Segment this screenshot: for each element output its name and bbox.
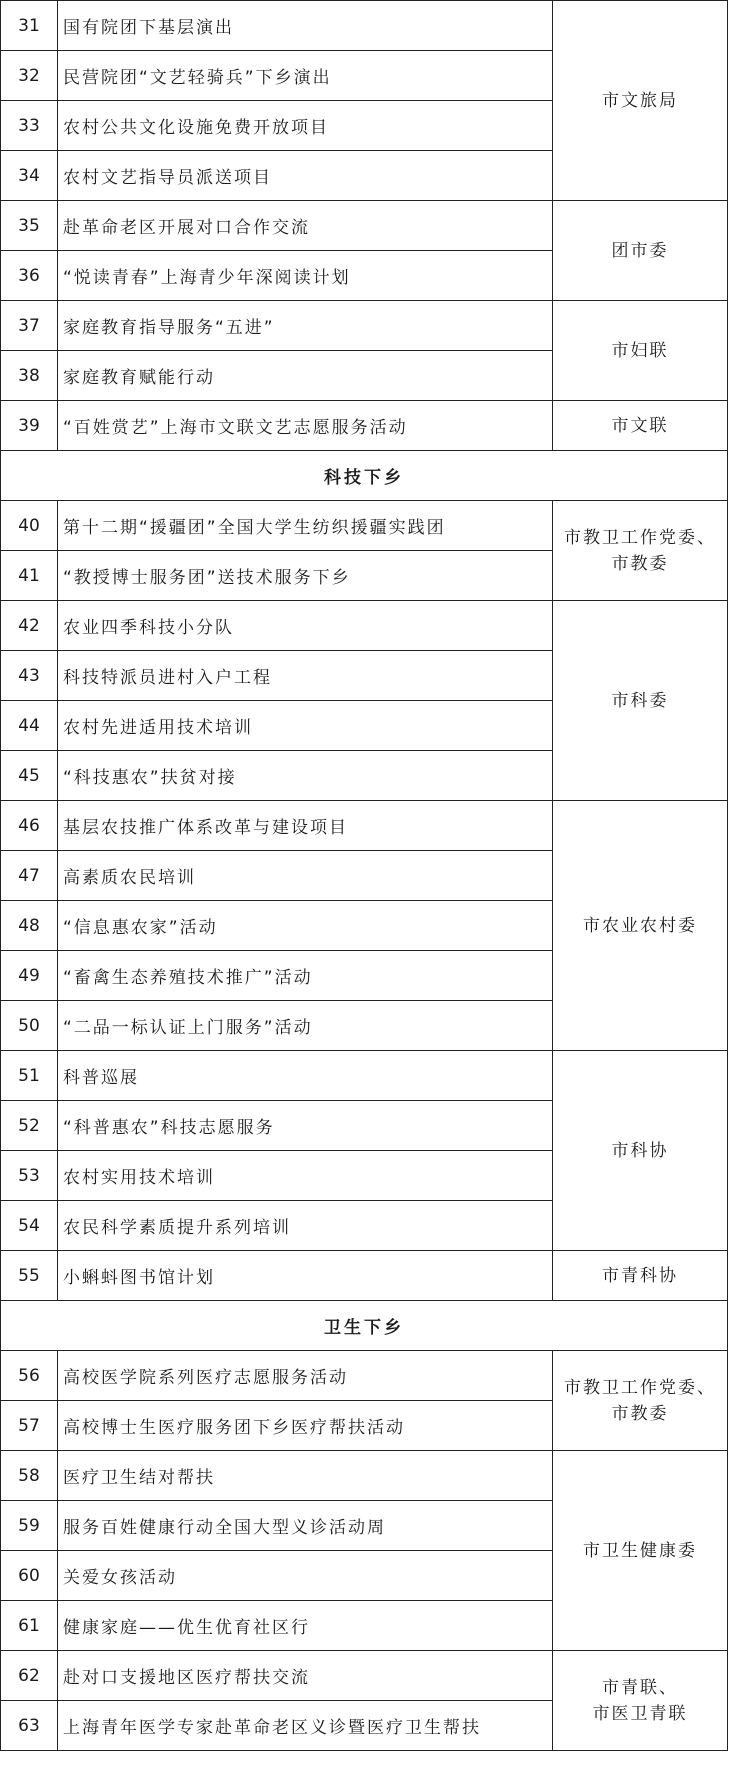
row-item: “百姓赏艺”上海市文联文艺志愿服务活动	[58, 401, 553, 451]
row-number: 32	[1, 51, 58, 101]
department-cell	[553, 1451, 728, 1651]
row-item: “科普惠农”科技志愿服务	[58, 1101, 553, 1151]
section-heading: 科技下乡	[1, 451, 728, 501]
department-cell	[553, 1051, 728, 1251]
row-item: 科技特派员进村入户工程	[58, 651, 553, 701]
row-number: 58	[1, 1451, 58, 1501]
row-item: 高校医学院系列医疗志愿服务活动	[58, 1351, 553, 1401]
department-name: 市教卫工作党委、	[564, 1377, 716, 1398]
row-number: 56	[1, 1351, 58, 1401]
row-number: 49	[1, 951, 58, 1001]
table-row	[1, 1451, 728, 1501]
row-number: 35	[1, 201, 58, 251]
department-name: 市医卫青联	[592, 1703, 688, 1724]
table-row	[1, 801, 728, 851]
row-item: 农村实用技术培训	[58, 1151, 553, 1201]
row-number: 45	[1, 751, 58, 801]
department-name: 市科委	[611, 690, 669, 711]
row-item: 农业四季科技小分队	[58, 601, 553, 651]
row-item: 上海青年医学专家赴革命老区义诊暨医疗卫生帮扶	[58, 1701, 553, 1751]
row-number: 52	[1, 1101, 58, 1151]
table-row	[1, 601, 728, 651]
department-name: 市农业农村委	[583, 915, 697, 936]
table-row	[1, 301, 728, 351]
row-number: 44	[1, 701, 58, 751]
department-name: 市教委	[611, 1403, 669, 1424]
table-row	[1, 1, 728, 51]
department-cell	[553, 401, 728, 451]
row-item: 农村文艺指导员派送项目	[58, 151, 553, 201]
table-row	[1, 201, 728, 251]
row-item: 农村先进适用技术培训	[58, 701, 553, 751]
row-number: 61	[1, 1601, 58, 1651]
row-item: 关爱女孩活动	[58, 1551, 553, 1601]
row-number: 37	[1, 301, 58, 351]
row-number: 63	[1, 1701, 58, 1751]
row-number: 51	[1, 1051, 58, 1101]
row-item: “信息惠农家”活动	[58, 901, 553, 951]
row-number: 42	[1, 601, 58, 651]
row-number: 59	[1, 1501, 58, 1551]
department-name: 市青科协	[602, 1265, 678, 1286]
row-number: 62	[1, 1651, 58, 1701]
row-number: 38	[1, 351, 58, 401]
department-cell	[553, 1251, 728, 1301]
department-name: 市文联	[611, 415, 669, 436]
table-row	[1, 401, 728, 451]
row-number: 46	[1, 801, 58, 851]
department-cell	[553, 501, 728, 601]
row-item: 基层农技推广体系改革与建设项目	[58, 801, 553, 851]
section-heading: 卫生下乡	[1, 1301, 728, 1351]
department-name: 市教卫工作党委、	[564, 527, 716, 548]
department-cell	[553, 1651, 728, 1751]
row-item: 第十二期“援疆团”全国大学生纺织援疆实践团	[58, 501, 553, 551]
row-item: 赴革命老区开展对口合作交流	[58, 201, 553, 251]
table-row	[1, 1651, 728, 1701]
row-item: 科普巡展	[58, 1051, 553, 1101]
row-item: 高校博士生医疗服务团下乡医疗帮扶活动	[58, 1401, 553, 1451]
row-item: 小蝌蚪图书馆计划	[58, 1251, 553, 1301]
row-item: 国有院团下基层演出	[58, 1, 553, 51]
row-number: 41	[1, 551, 58, 601]
row-number: 50	[1, 1001, 58, 1051]
department-name: 市青联、	[602, 1677, 678, 1698]
row-item: 民营院团“文艺轻骑兵”下乡演出	[58, 51, 553, 101]
department-cell	[553, 801, 728, 1051]
row-item: 农民科学素质提升系列培训	[58, 1201, 553, 1251]
row-item: 家庭教育指导服务“五进”	[58, 301, 553, 351]
row-item: “二品一标认证上门服务”活动	[58, 1001, 553, 1051]
row-number: 60	[1, 1551, 58, 1601]
row-item: 农村公共文化设施免费开放项目	[58, 101, 553, 151]
department-cell	[553, 601, 728, 801]
row-number: 39	[1, 401, 58, 451]
department-name: 团市委	[611, 240, 669, 261]
department-cell	[553, 301, 728, 401]
row-number: 48	[1, 901, 58, 951]
department-name: 市卫生健康委	[583, 1540, 697, 1561]
row-number: 40	[1, 501, 58, 551]
row-number: 54	[1, 1201, 58, 1251]
table-row	[1, 1251, 728, 1301]
row-item: “科技惠农”扶贫对接	[58, 751, 553, 801]
row-number: 34	[1, 151, 58, 201]
row-number: 53	[1, 1151, 58, 1201]
department-name: 市教委	[611, 553, 669, 574]
row-item: “悦读青春”上海青少年深阅读计划	[58, 251, 553, 301]
row-number: 33	[1, 101, 58, 151]
row-number: 57	[1, 1401, 58, 1451]
row-item: 健康家庭——优生优育社区行	[58, 1601, 553, 1651]
table-row	[1, 1351, 728, 1401]
section-row	[1, 451, 728, 501]
table-row	[1, 1051, 728, 1101]
department-name: 市科协	[611, 1140, 669, 1161]
row-number: 55	[1, 1251, 58, 1301]
row-item: 赴对口支援地区医疗帮扶交流	[58, 1651, 553, 1701]
row-item: 服务百姓健康行动全国大型义诊活动周	[58, 1501, 553, 1551]
row-number: 36	[1, 251, 58, 301]
row-item: 医疗卫生结对帮扶	[58, 1451, 553, 1501]
table-row	[1, 501, 728, 551]
row-item: 家庭教育赋能行动	[58, 351, 553, 401]
row-item: 高素质农民培训	[58, 851, 553, 901]
row-number: 47	[1, 851, 58, 901]
department-cell	[553, 201, 728, 301]
row-item: “畜禽生态养殖技术推广”活动	[58, 951, 553, 1001]
section-row	[1, 1301, 728, 1351]
department-cell	[553, 1351, 728, 1451]
department-name: 市文旅局	[602, 90, 678, 111]
row-item: “教授博士服务团”送技术服务下乡	[58, 551, 553, 601]
department-name: 市妇联	[611, 340, 669, 361]
row-number: 43	[1, 651, 58, 701]
department-cell	[553, 1, 728, 201]
row-number: 31	[1, 1, 58, 51]
